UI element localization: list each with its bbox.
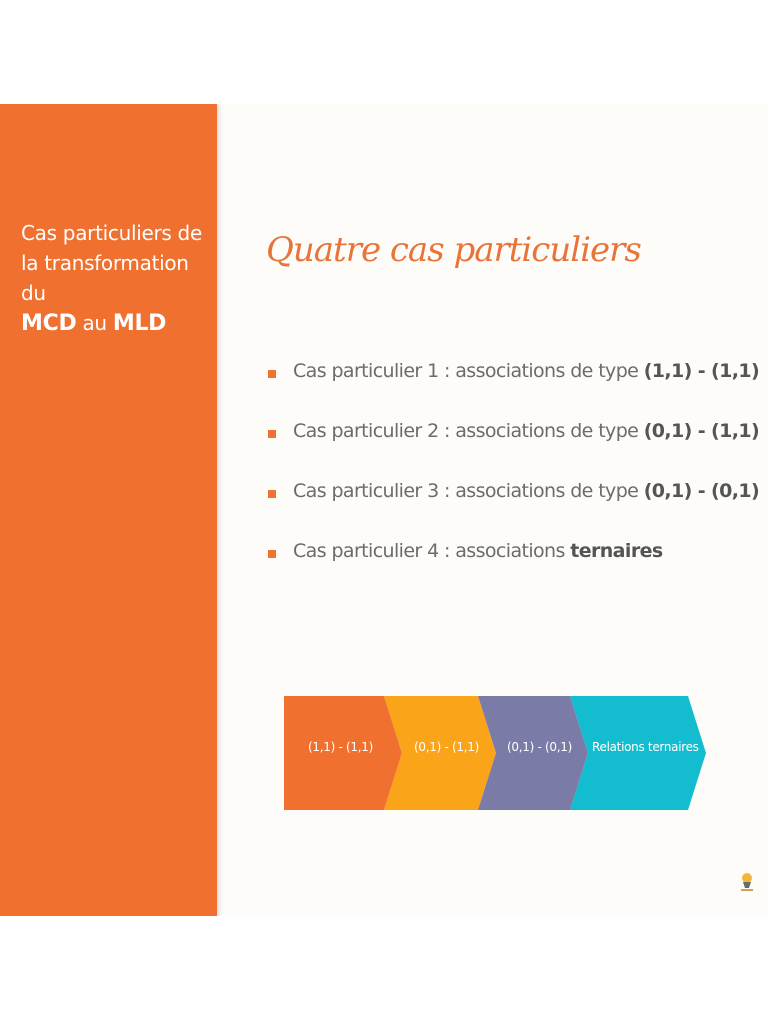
sidebar-title-mcd: MCD <box>21 311 77 336</box>
bullet-square-icon <box>268 490 276 498</box>
sidebar-title <box>21 218 211 339</box>
bullet-text <box>293 480 759 502</box>
process-step-label-1: (1,1) - (1,1) <box>308 740 373 754</box>
list-item <box>268 420 758 480</box>
process-diagram <box>284 696 708 810</box>
bullet-text-emphasis: (0,1) - (0,1) <box>643 480 760 502</box>
bullet-text-emphasis: (1,1) - (1,1) <box>643 360 760 382</box>
bullet-text-plain: Cas particulier 2 : associations de type <box>293 420 644 442</box>
sidebar-title-line3 <box>21 308 211 339</box>
bullet-text-plain: Cas particulier 1 : associations de type <box>293 360 644 382</box>
bullet-text <box>293 360 759 382</box>
process-step-label-3: (0,1) - (0,1) <box>507 740 572 754</box>
bullet-list <box>268 360 758 600</box>
bullet-text-emphasis: (0,1) - (1,1) <box>643 420 760 442</box>
process-step-label-4: Relations ternaires <box>592 740 699 754</box>
sidebar-title-line1: Cas particuliers de <box>21 221 202 245</box>
list-item <box>268 360 758 420</box>
bullet-text-plain: Cas particulier 4 : associations <box>293 540 571 562</box>
sidebar-title-au: au <box>76 311 113 335</box>
bullet-square-icon <box>268 430 276 438</box>
list-item <box>268 540 758 600</box>
sidebar <box>0 104 217 916</box>
logo-icon <box>738 870 756 892</box>
sidebar-title-line2: la transformation du <box>21 251 189 305</box>
sidebar-title-mld: MLD <box>112 311 167 336</box>
list-item <box>268 480 758 540</box>
slide <box>0 104 768 916</box>
bullet-text-plain: Cas particulier 3 : associations de type <box>293 480 644 502</box>
process-step-label-2: (0,1) - (1,1) <box>414 740 479 754</box>
page-title: Quatre cas particuliers <box>266 230 641 270</box>
bullet-text <box>293 420 759 442</box>
bullet-square-icon <box>268 550 276 558</box>
bullet-text-emphasis: ternaires <box>570 540 663 562</box>
bullet-square-icon <box>268 370 276 378</box>
bullet-text <box>293 540 663 562</box>
